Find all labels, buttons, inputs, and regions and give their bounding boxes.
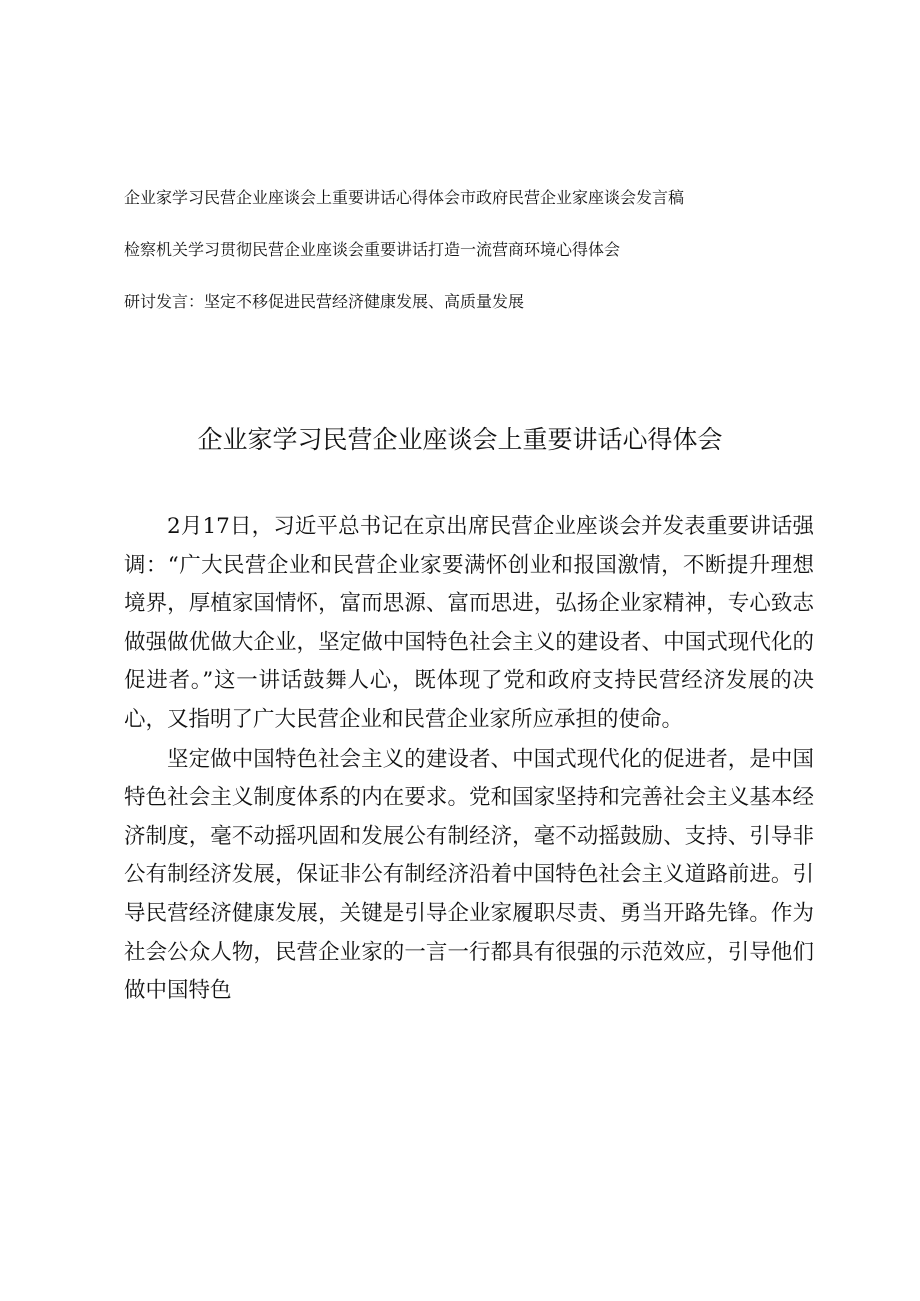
- body-paragraph: 2月17日，习近平总书记在京出席民营企业座谈会并发表重要讲话强调：“广大民营企业和民营企业家要满怀创业和报国激情，不断提升理想境界，厚植家国情怀，富而思源、富而思进，弘扬企业家精神，专心致志做强做优做大企业，坚定做中国特色社会主义的建设者、中国式现代化的促进者。”这一讲话鼓舞人心，既体现了党和政府支持民营经济发展的决心，又指明了广大民营企业和民营企业家所应承担的使命。: [124, 514, 814, 732]
- page-title: 企业家学习民营企业座谈会上重要讲话心得体会: [197, 425, 723, 454]
- related-article-link[interactable]: 企业家学习民营企业座谈会上重要讲话心得体会市政府民营企业家座谈会发言稿: [124, 188, 685, 207]
- related-articles-list: [124, 188, 824, 344]
- related-article-link[interactable]: 研讨发言：坚定不移促进民营经济健康发展、高质量发展: [124, 292, 525, 311]
- related-article-link[interactable]: 检察机关学习贯彻民营企业座谈会重要讲话打造一流营商环境心得体会: [124, 240, 621, 259]
- document-body: [124, 508, 814, 1012]
- body-paragraph: 坚定做中国特色社会主义的建设者、中国式现代化的促进者，是中国特色社会主义制度体系的内在要求。党和国家坚持和完善社会主义基本经济制度，毫不动摇巩固和发展公有制经济，毫不动摇鼓励、支持、引导非公有制经济发展，保证非公有制经济沿着中国特色社会主义道路前进。引导民营经济健康发展，关键是引导企业家履职尽责、勇当开路先锋。作为社会公众人物，民营企业家的一言一行都具有很强的示范效应，引导他们做中国特色: [124, 746, 814, 1004]
